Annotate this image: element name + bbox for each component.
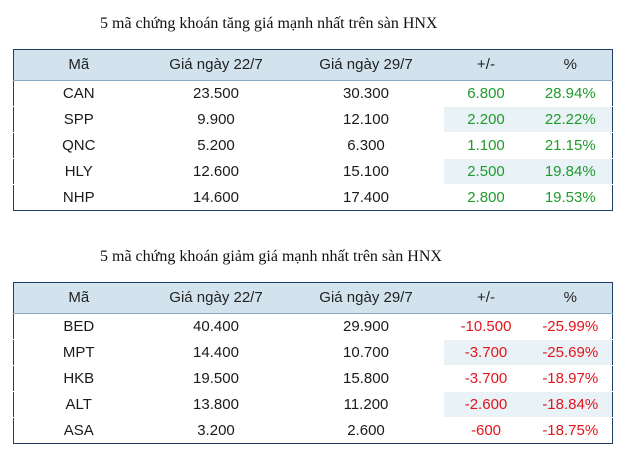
cell-code: ASA <box>14 418 144 444</box>
cell-change: 6.800 <box>444 81 529 107</box>
cell-percent: 19.84% <box>529 159 613 185</box>
cell-price-22-7: 5.200 <box>144 133 289 159</box>
cell-change: -10.500 <box>444 314 529 340</box>
table-row <box>14 107 613 133</box>
cell-change: -3.700 <box>444 366 529 392</box>
header-percent: % <box>529 283 613 314</box>
cell-price-29-7: 30.300 <box>289 81 444 107</box>
losers-table <box>13 282 613 444</box>
cell-change: 1.100 <box>444 133 529 159</box>
cell-price-22-7: 14.600 <box>144 185 289 211</box>
cell-code: BED <box>14 314 144 340</box>
header-price-29-7: Giá ngày 29/7 <box>289 283 444 314</box>
cell-code: QNC <box>14 133 144 159</box>
header-price-29-7: Giá ngày 29/7 <box>289 50 444 81</box>
cell-price-22-7: 14.400 <box>144 340 289 366</box>
header-price-22-7: Giá ngày 22/7 <box>144 283 289 314</box>
cell-price-29-7: 12.100 <box>289 107 444 133</box>
table-row <box>14 340 613 366</box>
cell-percent: -18.75% <box>529 418 613 444</box>
table-row <box>14 133 613 159</box>
cell-percent: 21.15% <box>529 133 613 159</box>
header-code: Mã <box>14 50 144 81</box>
cell-change: -600 <box>444 418 529 444</box>
cell-percent: -18.97% <box>529 366 613 392</box>
table-row <box>14 392 613 418</box>
table-row <box>14 314 613 340</box>
cell-percent: -25.99% <box>529 314 613 340</box>
gainers-title: 5 mã chứng khoán tăng giá mạnh nhất trên sàn HNX <box>100 15 438 32</box>
cell-price-29-7: 2.600 <box>289 418 444 444</box>
cell-price-22-7: 13.800 <box>144 392 289 418</box>
cell-change: 2.200 <box>444 107 529 133</box>
header-price-22-7: Giá ngày 22/7 <box>144 50 289 81</box>
cell-percent: 19.53% <box>529 185 613 211</box>
cell-price-29-7: 11.200 <box>289 392 444 418</box>
cell-price-22-7: 12.600 <box>144 159 289 185</box>
cell-code: NHP <box>14 185 144 211</box>
cell-code: CAN <box>14 81 144 107</box>
cell-price-22-7: 19.500 <box>144 366 289 392</box>
cell-price-22-7: 9.900 <box>144 107 289 133</box>
cell-change: -3.700 <box>444 340 529 366</box>
cell-code: MPT <box>14 340 144 366</box>
cell-percent: 22.22% <box>529 107 613 133</box>
table-row <box>14 366 613 392</box>
table-header-row <box>14 50 613 81</box>
table-row <box>14 159 613 185</box>
cell-price-29-7: 6.300 <box>289 133 444 159</box>
cell-code: HLY <box>14 159 144 185</box>
cell-price-29-7: 15.100 <box>289 159 444 185</box>
losers-title: 5 mã chứng khoán giảm giá mạnh nhất trên sàn HNX <box>100 248 442 265</box>
table-row <box>14 185 613 211</box>
cell-code: SPP <box>14 107 144 133</box>
header-change: +/- <box>444 283 529 314</box>
header-code: Mã <box>14 283 144 314</box>
header-change: +/- <box>444 50 529 81</box>
table-header-row <box>14 283 613 314</box>
cell-price-22-7: 40.400 <box>144 314 289 340</box>
cell-percent: -25.69% <box>529 340 613 366</box>
cell-price-22-7: 23.500 <box>144 81 289 107</box>
cell-price-22-7: 3.200 <box>144 418 289 444</box>
cell-percent: -18.84% <box>529 392 613 418</box>
cell-change: 2.800 <box>444 185 529 211</box>
cell-price-29-7: 15.800 <box>289 366 444 392</box>
cell-change: -2.600 <box>444 392 529 418</box>
cell-price-29-7: 10.700 <box>289 340 444 366</box>
table-row <box>14 418 613 444</box>
cell-code: HKB <box>14 366 144 392</box>
cell-code: ALT <box>14 392 144 418</box>
cell-change: 2.500 <box>444 159 529 185</box>
gainers-table <box>13 49 613 211</box>
cell-price-29-7: 29.900 <box>289 314 444 340</box>
table-row <box>14 81 613 107</box>
header-percent: % <box>529 50 613 81</box>
cell-price-29-7: 17.400 <box>289 185 444 211</box>
cell-percent: 28.94% <box>529 81 613 107</box>
